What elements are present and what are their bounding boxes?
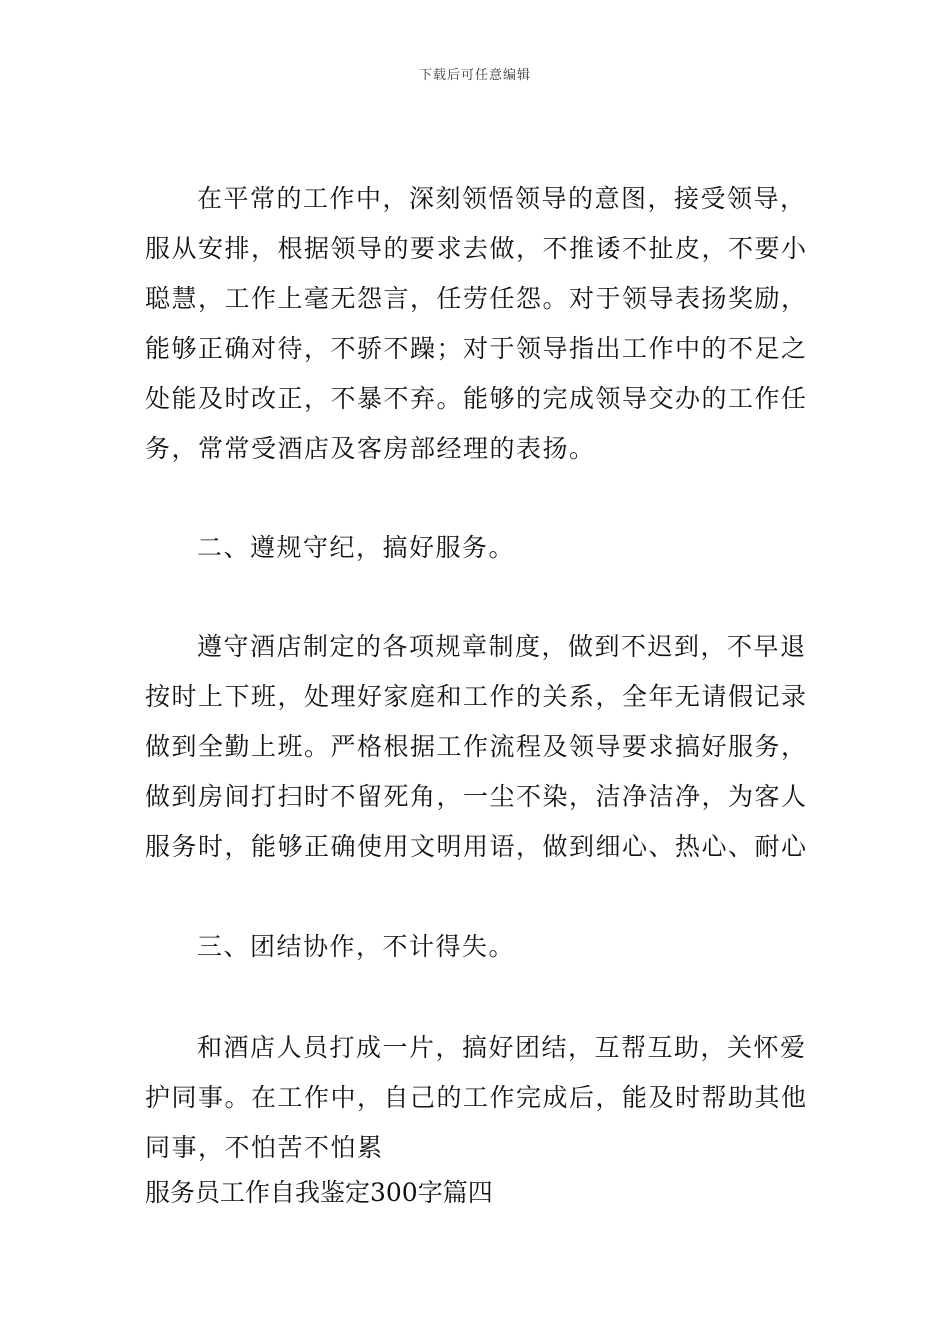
paragraph2-line-3: 做到全勤上班。严格根据工作流程及领导要求搞好服务，: [145, 732, 808, 761]
page-header: 下载后可任意编辑: [418, 68, 531, 83]
paragraph1-line-2: 服从安排，根据领导的要求去做，不推诿不扯皮，不要小: [145, 234, 808, 263]
paragraph2-line-4: 做到房间打扫时不留死角，一尘不染，洁净洁净，为客人: [145, 782, 808, 811]
paragraph2-line-1: 遵守酒店制定的各项规章制度，做到不迟到，不早退: [197, 632, 807, 661]
section-heading-3: 三、团结协作，不计得失。: [197, 932, 516, 961]
section-heading-2: 二、遵规守纪，搞好服务。: [197, 533, 516, 562]
paragraph3-line-3: 同事，不怕苦不怕累: [145, 1133, 384, 1162]
paragraph1-line-4: 能够正确对待，不骄不躁；对于领导指出工作中的不足之: [145, 334, 808, 363]
paragraph1-line-5: 处能及时改正，不暴不弃。能够的完成领导交办的工作任: [145, 384, 808, 413]
paragraph1-line-1: 在平常的工作中，深刻领悟领导的意图，接受领导，: [197, 184, 807, 213]
paragraph1-line-3: 聪慧，工作上毫无怨言，任劳任怨。对于领导表扬奖励，: [145, 284, 808, 313]
paragraph3-line-1: 和酒店人员打成一片，搞好团结，互帮互助，关怀爱: [197, 1033, 807, 1062]
paragraph2-line-2: 按时上下班，处理好家庭和工作的关系，全年无请假记录: [145, 682, 808, 711]
paragraph1-line-6: 务，常常受酒店及客房部经理的表扬。: [145, 434, 596, 463]
paragraph2-line-5: 服务时，能够正确使用文明用语，做到细心、热心、耐心: [145, 832, 808, 861]
section-title: 服务员工作自我鉴定300字篇四: [145, 1178, 493, 1207]
paragraph3-line-2: 护同事。在工作中，自己的工作完成后，能及时帮助其他: [145, 1083, 808, 1112]
